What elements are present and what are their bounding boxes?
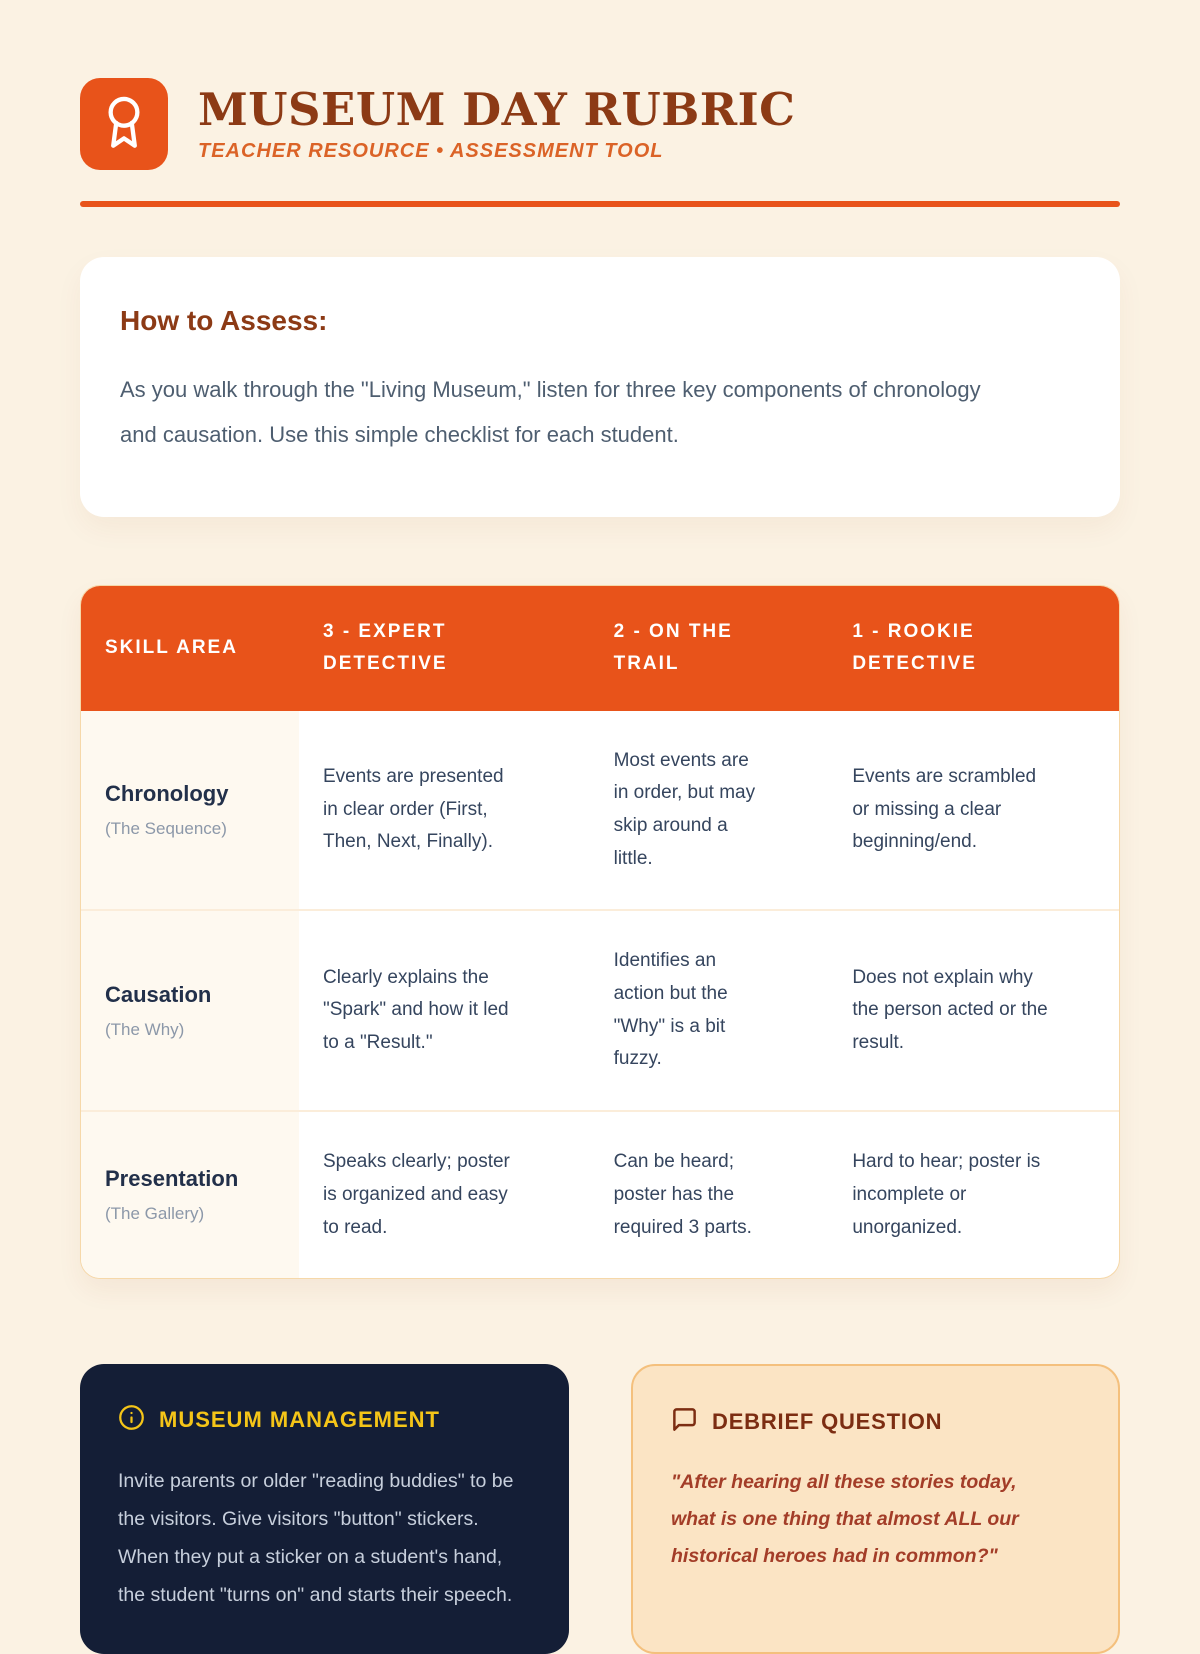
skill-sublabel: (The Sequence) [105, 819, 227, 839]
rubric-cell: Can be heard; poster has the required 3 parts. [590, 1111, 829, 1278]
header-divider [80, 201, 1120, 207]
rubric-cell: Identifies an action but the "Why" is a bit fuzzy. [590, 910, 829, 1111]
rubric-cell: Speaks clearly; poster is organized and easy to read. [299, 1111, 590, 1278]
skill-cell-chronology [81, 711, 299, 911]
museum-management-title-row [118, 1404, 531, 1436]
info-icon [118, 1404, 145, 1436]
page-title: MUSEUM DAY RUBRIC [198, 82, 796, 136]
skill-cell-presentation [81, 1111, 299, 1278]
debrief-question-title: DEBRIEF QUESTION [712, 1409, 943, 1435]
column-header-rookie-detective: 1 - ROOKIE DETECTIVE [828, 586, 1119, 711]
page-subtitle: TEACHER RESOURCE • ASSESSMENT TOOL [198, 140, 664, 163]
rubric-cell: Clearly explains the "Spark" and how it led to a "Result." [299, 910, 590, 1111]
rubric-table-container [80, 585, 1120, 1279]
bottom-cards [80, 1364, 1120, 1654]
award-ribbon-icon [98, 94, 150, 155]
skill-cell-causation [81, 910, 299, 1111]
table-row-presentation [81, 1111, 1119, 1278]
skill-name: Chronology [105, 781, 229, 807]
rubric-header-row [81, 586, 1119, 711]
museum-management-title: MUSEUM MANAGEMENT [159, 1407, 440, 1433]
rubric-table [81, 586, 1119, 1278]
skill-name: Causation [105, 981, 212, 1007]
masthead-text [198, 82, 796, 164]
debrief-question-card [631, 1364, 1120, 1654]
debrief-question-body: "After hearing all these stories today, what is one thing that almost ALL our historical heroes had in common?" [671, 1471, 1019, 1568]
page-container [80, 0, 1120, 1654]
rubric-cell: Hard to hear; poster is incomplete or unorganized. [828, 1111, 1119, 1278]
skill-name: Presentation [105, 1166, 239, 1192]
how-to-assess-body: As you walk through the "Living Museum," listen for three key components of chronology and causation. Use this simple checklist for each student. [120, 377, 981, 448]
museum-management-body: Invite parents or older "reading buddies" to be the visitors. Give visitors "button" stickers. When they put a sticker on a student's hand, the student "turns on" and starts their speech. [118, 1470, 514, 1607]
column-header-on-the-trail: 2 - ON THE TRAIL [590, 586, 829, 711]
how-to-assess-heading: How to Assess: [120, 305, 328, 336]
award-badge [80, 78, 168, 170]
skill-sublabel: (The Gallery) [105, 1204, 205, 1224]
column-header-skill-area: SKILL AREA [81, 586, 299, 711]
rubric-cell: Events are scrambled or missing a clear beginning/end. [852, 766, 1037, 853]
speech-bubble-icon [671, 1406, 698, 1438]
masthead [80, 78, 1120, 170]
rubric-cell: Events are presented in clear order (First, Then, Next, Finally). [322, 766, 504, 853]
table-row-chronology [81, 711, 1119, 911]
table-row-causation [81, 910, 1119, 1111]
rubric-cell: Most events are in order, but may skip around a little. [613, 749, 756, 869]
skill-sublabel: (The Why) [105, 1019, 185, 1039]
how-to-assess-card [80, 257, 1120, 517]
rubric-cell: Does not explain why the person acted or the result. [828, 910, 1119, 1111]
museum-management-card [80, 1364, 569, 1654]
column-header-expert-detective: 3 - EXPERT DETECTIVE [299, 586, 590, 711]
debrief-title-row [671, 1406, 1080, 1438]
